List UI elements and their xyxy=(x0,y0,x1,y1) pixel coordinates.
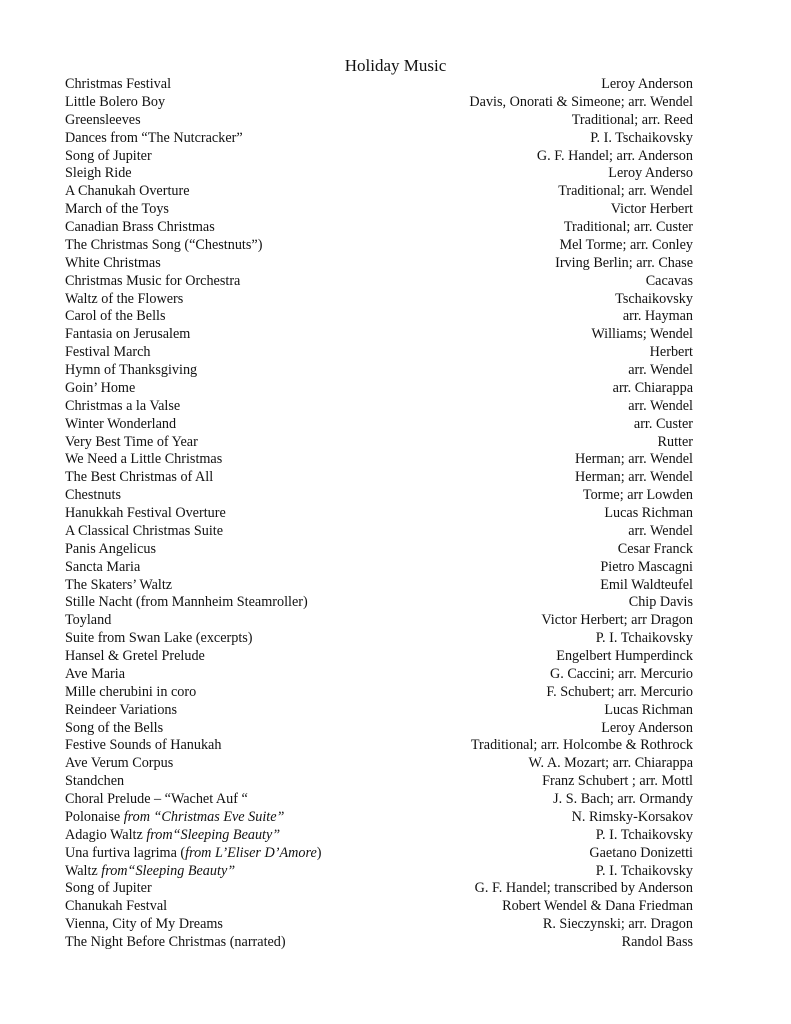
piece-title-text: Dances from “The Nutcracker” xyxy=(65,129,243,146)
list-item xyxy=(65,559,693,577)
piece-title-text: Goin’ Home xyxy=(65,379,136,396)
piece-composer: Traditional; arr. Custer xyxy=(563,219,693,235)
piece-title xyxy=(65,773,124,791)
piece-composer: arr. Wendel xyxy=(628,522,693,539)
piece-title-text: Christmas Music for Orchestra xyxy=(65,272,241,289)
list-item xyxy=(65,255,693,273)
piece-title-text: March of the Toys xyxy=(65,201,169,218)
piece-composer: Herbert xyxy=(649,344,693,361)
piece-title xyxy=(65,487,121,505)
piece-composer: Leroy Anderso xyxy=(608,165,693,182)
list-item xyxy=(65,291,693,309)
piece-title-text: White Christmas xyxy=(65,254,161,271)
piece-title-italic: from“Sleeping Beauty” xyxy=(146,826,281,843)
piece-composer: P. I. Tchaikovsky xyxy=(595,862,693,879)
list-item xyxy=(65,434,693,452)
list-item xyxy=(65,112,693,130)
piece-title xyxy=(65,630,253,648)
piece-composer: Irving Berlin; arr. Chase xyxy=(555,254,693,271)
piece-title-text: Suite from Swan Lake (excerpts) xyxy=(65,630,253,647)
list-item xyxy=(65,165,693,183)
piece-title xyxy=(65,827,280,845)
piece-composer: Traditional; arr. Reed xyxy=(571,111,693,128)
piece-title xyxy=(65,809,284,827)
piece-title xyxy=(65,434,198,452)
piece-title xyxy=(65,201,169,219)
list-item xyxy=(65,809,693,827)
piece-composer: arr. Chiarappa xyxy=(612,379,693,396)
piece-composer: Leroy Anderson xyxy=(601,719,693,736)
piece-title-text: Festival March xyxy=(65,344,151,361)
piece-title-text: Standchen xyxy=(65,773,125,790)
piece-composer: Emil Waldteufel xyxy=(600,576,693,593)
piece-title-text: Christmas a la Valse xyxy=(65,397,181,414)
piece-composer: Torme; arr Lowden xyxy=(582,487,693,504)
piece-composer: Cacavas xyxy=(645,272,693,289)
piece-title xyxy=(65,684,196,702)
list-item xyxy=(65,720,693,738)
list-item xyxy=(65,219,693,237)
list-item xyxy=(65,201,693,219)
piece-title xyxy=(65,308,165,326)
list-item xyxy=(65,845,693,863)
piece-title-text: Stille Nacht (from Mannheim Steamroller) xyxy=(65,594,308,611)
piece-title-suffix: ) xyxy=(316,844,322,861)
piece-title xyxy=(65,398,180,416)
piece-title-text: The Best Christmas of All xyxy=(65,469,214,486)
piece-title xyxy=(65,76,171,94)
piece-title-text: Adagio Waltz xyxy=(65,826,147,843)
piece-title-text: Hymn of Thanksgiving xyxy=(65,362,198,378)
piece-title-text: Song of the Bells xyxy=(65,719,164,736)
piece-title xyxy=(65,112,141,130)
piece-title-italic: from “Christmas Eve Suite” xyxy=(123,808,285,825)
list-item xyxy=(65,773,693,791)
piece-title-text: Fantasia on Jerusalem xyxy=(65,326,191,343)
list-item xyxy=(65,612,693,630)
piece-title-text: Ave Maria xyxy=(65,665,126,682)
list-item xyxy=(65,594,693,612)
piece-title xyxy=(65,577,172,595)
piece-composer: G. F. Handel; transcribed by Anderson xyxy=(474,880,693,897)
list-item xyxy=(65,702,693,720)
piece-title xyxy=(65,648,205,666)
list-item xyxy=(65,237,693,255)
piece-title-text: Una furtiva lagrima ( xyxy=(65,844,186,861)
piece-title-text: Chanukah Festval xyxy=(65,898,168,915)
list-item xyxy=(65,487,693,505)
piece-composer: Victor Herbert xyxy=(610,201,693,218)
piece-composer: Pietro Mascagni xyxy=(600,558,693,575)
piece-title-text: Winter Wonderland xyxy=(65,415,177,432)
list-item xyxy=(65,451,693,469)
piece-title xyxy=(65,451,222,469)
piece-title-text: The Night Before Christmas (narrated) xyxy=(65,934,286,950)
piece-composer: Rutter xyxy=(657,433,693,450)
page-title: Holiday Music xyxy=(344,56,447,75)
list-item xyxy=(65,130,693,148)
piece-composer: G. F. Handel; arr. Anderson xyxy=(536,147,693,164)
piece-title-text: A Classical Christmas Suite xyxy=(65,522,224,539)
piece-title-text: Toyland xyxy=(65,612,112,629)
piece-composer: arr. Hayman xyxy=(622,308,693,325)
piece-title-text: Reindeer Variations xyxy=(65,701,178,718)
piece-title-text: The Christmas Song (“Chestnuts”) xyxy=(65,236,263,253)
list-item xyxy=(65,308,693,326)
piece-title-text: Song of Jupiter xyxy=(65,880,152,897)
piece-title-text: Hanukkah Festival Overture xyxy=(65,505,226,521)
piece-title-text: Waltz xyxy=(65,862,102,879)
list-item xyxy=(65,273,693,291)
list-item xyxy=(65,791,693,809)
piece-composer: arr. Wendel xyxy=(628,362,693,378)
piece-title xyxy=(65,863,235,881)
piece-title-text: We Need a Little Christmas xyxy=(65,451,223,468)
piece-title xyxy=(65,165,132,183)
piece-title xyxy=(65,94,165,112)
piece-title xyxy=(65,845,322,863)
list-item xyxy=(65,666,693,684)
piece-title xyxy=(65,791,248,809)
piece-composer: Lucas Richman xyxy=(604,505,693,521)
piece-title xyxy=(65,326,190,344)
piece-title-text: Sleigh Ride xyxy=(65,165,132,182)
piece-title-text: Panis Angelicus xyxy=(65,540,157,557)
piece-title-text: Ave Verum Corpus xyxy=(65,755,174,772)
piece-title xyxy=(65,720,163,738)
piece-composer: P. I. Tschaikovsky xyxy=(590,129,693,146)
list-item xyxy=(65,469,693,487)
piece-composer: Davis, Onorati & Simeone; arr. Wendel xyxy=(469,93,693,110)
piece-title xyxy=(65,183,190,201)
list-item xyxy=(65,648,693,666)
piece-composer: Leroy Anderson xyxy=(601,76,693,92)
piece-title xyxy=(65,541,156,559)
piece-list xyxy=(65,76,693,952)
piece-title xyxy=(65,523,223,541)
list-item xyxy=(65,863,693,881)
list-item xyxy=(65,416,693,434)
piece-title xyxy=(65,219,215,237)
piece-title xyxy=(65,666,125,684)
piece-composer: Traditional; arr. Wendel xyxy=(558,183,693,200)
list-item xyxy=(65,755,693,773)
piece-title-text: Sancta Maria xyxy=(65,558,141,575)
list-item xyxy=(65,362,693,380)
list-item xyxy=(65,934,693,952)
piece-title-italic: from“Sleeping Beauty” xyxy=(101,862,236,879)
piece-composer: Traditional; arr. Holcombe & Rothrock xyxy=(470,737,693,754)
list-item xyxy=(65,505,693,523)
list-item xyxy=(65,183,693,201)
piece-title-text: Very Best Time of Year xyxy=(65,433,198,450)
piece-title xyxy=(65,416,176,434)
list-item xyxy=(65,684,693,702)
list-item xyxy=(65,398,693,416)
piece-title-text: The Skaters’ Waltz xyxy=(65,576,173,593)
piece-title xyxy=(65,291,183,309)
list-item xyxy=(65,880,693,898)
piece-title xyxy=(65,505,226,523)
piece-composer: P. I. Tchaikovsky xyxy=(595,630,693,647)
piece-title xyxy=(65,898,167,916)
list-item xyxy=(65,630,693,648)
list-item xyxy=(65,76,693,94)
piece-composer: G. Caccini; arr. Mercurio xyxy=(549,665,693,682)
piece-title xyxy=(65,880,152,898)
piece-composer: P. I. Tchaikovsky xyxy=(595,826,693,843)
piece-title xyxy=(65,380,135,398)
piece-composer: Cesar Franck xyxy=(617,540,693,557)
list-item xyxy=(65,577,693,595)
list-item xyxy=(65,326,693,344)
piece-title-text: Canadian Brass Christmas xyxy=(65,219,215,235)
piece-title xyxy=(65,934,286,952)
piece-title xyxy=(65,130,243,148)
list-item xyxy=(65,523,693,541)
piece-title xyxy=(65,916,223,934)
piece-composer: Lucas Richman xyxy=(604,701,693,718)
piece-composer: arr. Wendel xyxy=(628,397,693,414)
piece-title-text: Little Bolero Boy xyxy=(65,93,166,110)
piece-title-text: Chestnuts xyxy=(65,487,121,504)
piece-composer: Engelbert Humperdinck xyxy=(556,648,693,664)
piece-title xyxy=(65,255,161,273)
piece-title-text: Carol of the Bells xyxy=(65,308,166,325)
piece-title xyxy=(65,612,111,630)
piece-title-text: Song of Jupiter xyxy=(65,147,152,164)
piece-title-text: Vienna, City of My Dreams xyxy=(65,916,223,933)
list-item xyxy=(65,827,693,845)
piece-title-text: Hansel & Gretel Prelude xyxy=(65,648,205,664)
piece-title xyxy=(65,594,308,612)
piece-composer: Mel Torme; arr. Conley xyxy=(559,236,693,253)
piece-title xyxy=(65,559,140,577)
piece-composer: Herman; arr. Wendel xyxy=(575,451,693,468)
piece-title-text: A Chanukah Overture xyxy=(65,183,190,200)
piece-title xyxy=(65,148,152,166)
piece-title xyxy=(65,344,151,362)
piece-title xyxy=(65,755,173,773)
piece-title xyxy=(65,237,262,255)
piece-composer: Herman; arr. Wendel xyxy=(575,469,693,486)
list-item xyxy=(65,737,693,755)
piece-composer: J. S. Bach; arr. Ormandy xyxy=(553,791,693,807)
piece-composer: F. Schubert; arr. Mercurio xyxy=(546,683,693,700)
piece-title-text: Mille cherubini in coro xyxy=(65,683,197,700)
list-item xyxy=(65,898,693,916)
list-item xyxy=(65,148,693,166)
piece-title-text: Festive Sounds of Hanukah xyxy=(65,737,222,754)
piece-title xyxy=(65,737,221,755)
list-item xyxy=(65,380,693,398)
piece-composer: Tschaikovsky xyxy=(615,290,693,307)
piece-title-text: Greensleeves xyxy=(65,111,141,128)
piece-composer: N. Rimsky-Korsakov xyxy=(571,808,693,825)
piece-composer: Randol Bass xyxy=(621,934,693,950)
piece-composer: arr. Custer xyxy=(633,415,693,432)
piece-composer: R. Sieczynski; arr. Dragon xyxy=(542,916,693,933)
piece-title xyxy=(65,469,213,487)
list-item xyxy=(65,94,693,112)
list-item xyxy=(65,344,693,362)
piece-composer: Victor Herbert; arr Dragon xyxy=(541,612,693,629)
piece-composer: Robert Wendel & Dana Friedman xyxy=(502,898,693,915)
piece-title-text: Choral Prelude – “Wachet Auf “ xyxy=(65,791,248,807)
piece-title-text: Polonaise xyxy=(65,808,124,825)
piece-composer: Chip Davis xyxy=(628,594,693,611)
list-item xyxy=(65,541,693,559)
piece-composer: W. A. Mozart; arr. Chiarappa xyxy=(528,755,693,772)
piece-title xyxy=(65,362,197,380)
piece-composer: Franz Schubert ; arr. Mottl xyxy=(542,773,693,790)
piece-title-text: Waltz of the Flowers xyxy=(65,290,184,307)
piece-title xyxy=(65,273,240,291)
piece-title xyxy=(65,702,177,720)
piece-title-text: Christmas Festival xyxy=(65,76,172,92)
list-item xyxy=(65,916,693,934)
piece-composer: Williams; Wendel xyxy=(591,326,693,343)
piece-title-italic: from L’Eliser D’Amore xyxy=(185,844,317,861)
piece-composer: Gaetano Donizetti xyxy=(589,844,693,861)
